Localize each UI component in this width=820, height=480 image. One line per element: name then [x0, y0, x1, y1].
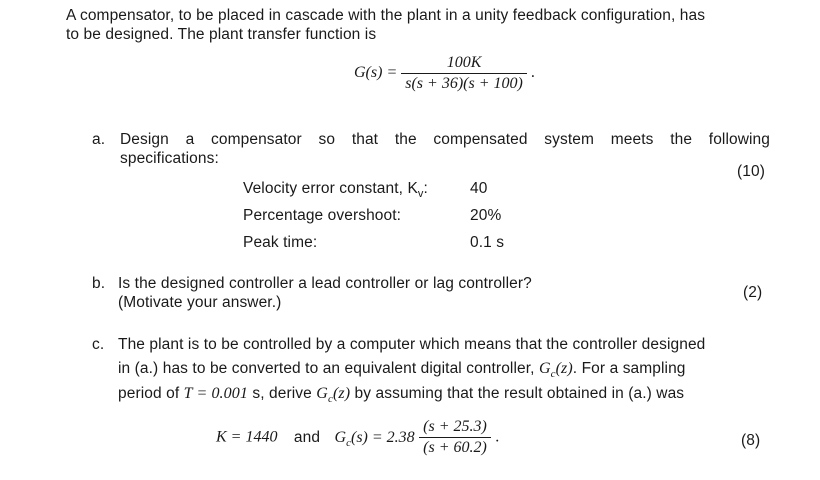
spec-velocity-error-text: Velocity error constant, K: [243, 180, 418, 197]
plant-tf-numerator: 100K: [446, 54, 482, 71]
part-c-gc-denominator: (s + 60.2): [419, 437, 491, 457]
spec-overshoot-value: 20%: [470, 207, 502, 224]
part-c-marks: (8): [741, 432, 761, 449]
part-b-line-2: (Motivate your answer.): [118, 294, 282, 311]
part-a-line-1: Design a compensator so that the compensated system meets the following: [120, 131, 770, 148]
spec-peak-time-value: 0.1 s: [470, 234, 505, 251]
part-c-k-value: K = 1440: [216, 428, 278, 446]
intro-line-2: to be designed. The plant transfer function is: [66, 26, 377, 43]
part-b-line-1: Is the designed controller a lead controller or lag controller?: [118, 275, 532, 292]
part-c-line-3-text-c: by assuming that the result obtained in (a.) was: [354, 385, 685, 402]
spec-velocity-error-name: [243, 180, 428, 200]
part-c-gc-numerator: (s + 25.3): [423, 418, 487, 435]
part-c-equation: [216, 418, 499, 457]
plant-tf-denominator: s(s + 36)(s + 100): [401, 73, 527, 93]
spec-overshoot-name: Percentage overshoot:: [243, 207, 402, 224]
part-c-gc-fraction: [419, 418, 491, 457]
part-c-and: and: [293, 428, 321, 446]
part-c-line-3-gc-sub: c: [327, 393, 333, 406]
plant-transfer-function: [354, 54, 535, 93]
part-b-label: b.: [92, 275, 106, 292]
part-a-line-2: specifications:: [120, 150, 219, 167]
part-c-line-2-text-b: . For a sampling: [572, 360, 686, 377]
part-c-line-3-text-a: period of: [118, 385, 180, 402]
part-c-line-2-gc: [538, 360, 573, 381]
part-c-line-2-gc-arg: (z): [555, 360, 573, 377]
part-c-line-3: [118, 385, 684, 405]
spec-velocity-error-sub: v: [417, 188, 424, 201]
part-c-line-3-text-b: s, derive: [252, 385, 312, 402]
plant-tf-fraction: [401, 54, 527, 93]
part-c-gc-lhs: [334, 428, 415, 449]
part-a-marks: (10): [737, 163, 765, 180]
part-c-gc-sub: c: [346, 436, 351, 449]
part-c-line-3-gc-g: G: [316, 385, 328, 402]
part-c-line-3-gc-arg: (z): [332, 385, 351, 402]
part-c-line-2-gc-sub: c: [550, 368, 556, 381]
part-c-line-3-gc: [316, 385, 351, 406]
part-b-marks: (2): [743, 284, 763, 301]
plant-tf-punct: .: [530, 64, 535, 82]
part-c-line-3-t: T = 0.001: [183, 385, 248, 402]
part-c-line-2-gc-g: G: [538, 360, 551, 377]
part-c-gc-rest: (s) = 2.38: [351, 428, 415, 446]
intro-line-1: A compensator, to be placed in cascade with the plant in a unity feedback configuration, has: [66, 7, 706, 24]
part-c-line-1: The plant is to be controlled by a computer which means that the controller designed: [118, 336, 706, 353]
part-c-label: c.: [92, 336, 105, 353]
spec-peak-time-name: Peak time:: [243, 234, 318, 251]
part-a-label: a.: [92, 131, 106, 148]
part-c-line-2: [118, 360, 686, 380]
part-c-gc-punct: .: [495, 428, 500, 446]
spec-velocity-error-colon: :: [423, 180, 428, 197]
plant-tf-lhs: G(s) =: [354, 64, 398, 82]
part-c-line-2-text-a: in (a.) has to be converted to an equivalent digital controller,: [118, 360, 535, 377]
part-c-gc-g: G: [334, 428, 347, 446]
spec-velocity-error-value: 40: [470, 180, 488, 197]
